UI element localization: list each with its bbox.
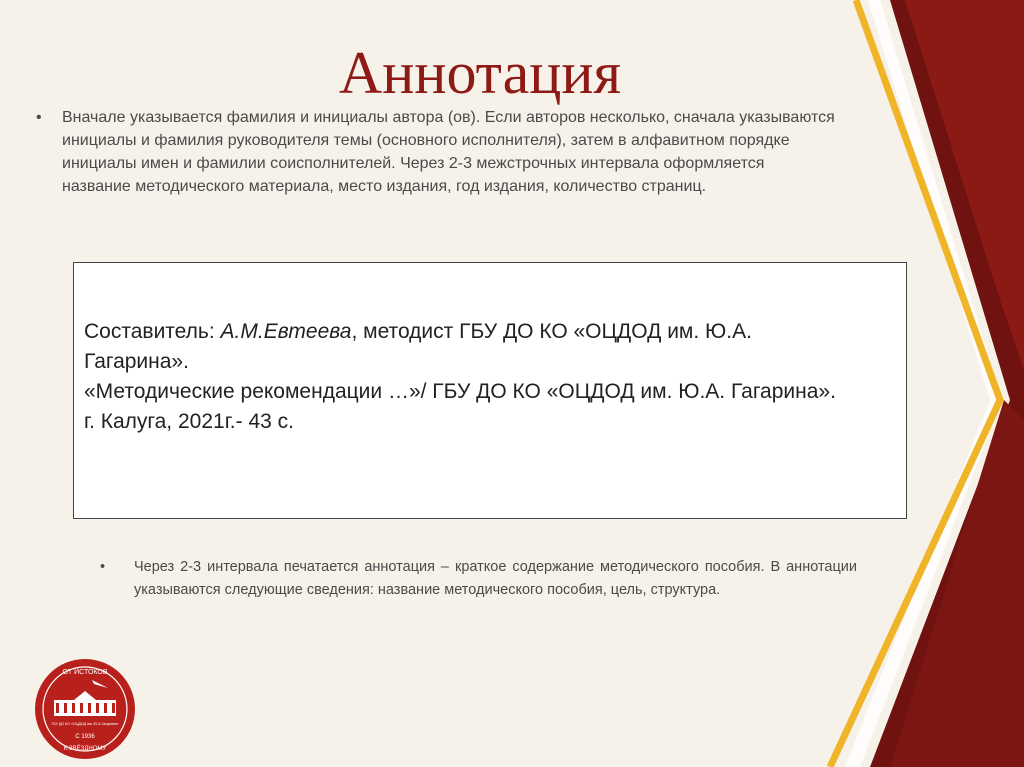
bullet-dot: • (36, 109, 42, 126)
logo-bottom-text: К ЗВЁЗДНОМУ (63, 746, 107, 752)
bullet-dot: • (100, 559, 106, 575)
logo-middle-text: ГБУ ДО КО «ОЦДОД им. Ю.А.Гагарина» (51, 722, 119, 726)
citation-box (73, 262, 907, 519)
work-title: «Методические рекомендации …»/ ГБУ ДО КО «ОЦДОД им. Ю.А. Гагарина». г. Калуга, 2021г.- 43 с. (84, 380, 836, 433)
bullet-item-2 (100, 556, 857, 602)
bullet-text-1: Вначале указывается фамилия и инициалы автора (ов). Если авторов несколько, сначала указываются инициалы и фамилия руководителя темы (основного исполнителя), затем в алфавитном порядке инициалы имен и фамилии соисполнителей. Через 2-3 межстрочных интервала оформляется название методического материала, место издания, год издания, количество страниц. (62, 109, 835, 195)
organization-logo (34, 658, 136, 760)
page-title: Аннотация (338, 40, 622, 106)
compiler-rest: , методист ГБУ ДО КО «ОЦДОД им. Ю.А. Гагарина». (84, 320, 752, 373)
citation-text (84, 317, 844, 437)
bullet-item-1 (36, 106, 836, 198)
ribbon-maroon-lower (890, 400, 1024, 767)
bullet-text-2: Через 2-3 интервала печатается аннотация – краткое содержание методического пособия. В аннотации указываются следующие сведения: название методического пособия, цель, структура. (134, 559, 857, 598)
compiler-label: Составитель: (84, 320, 221, 343)
logo-top-text: ОТ ИСТОКОВ (62, 669, 108, 676)
logo-year-text: С 1936 (75, 734, 95, 740)
compiler-name: А.М.Евтеева (220, 320, 352, 343)
